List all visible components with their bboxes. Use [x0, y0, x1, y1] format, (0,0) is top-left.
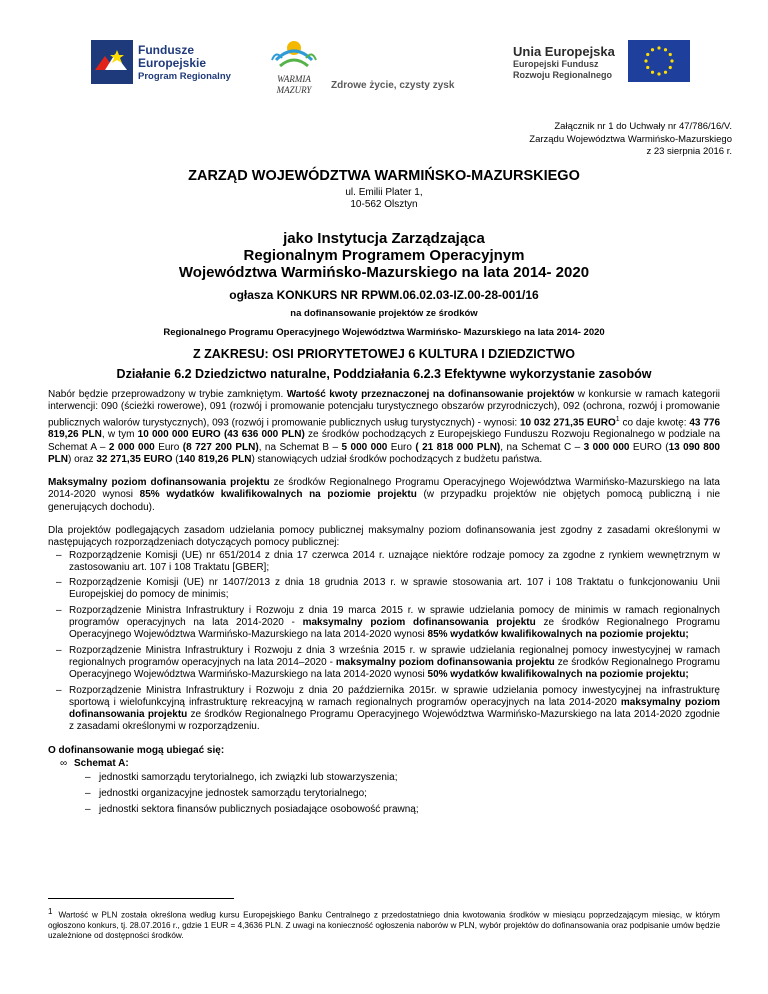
eligible-list [48, 772, 720, 816]
fe-line3: Program Regionalny [138, 71, 231, 82]
eu-flag-icon [628, 40, 690, 82]
paragraph-state-aid: Dla projektów podlegających zasadom udzielania pomocy publicznej maksymalny poziom dofinansowania jest zgodny z zasadami określonymi w następujących rozporządzeniach dotyczących pomocy publicznej: [48, 525, 720, 549]
annex-line2: Zarządu Województwa Warmińsko-Mazurskiego [529, 133, 732, 145]
document-body [48, 168, 720, 820]
eu-star-icon [651, 48, 654, 51]
wm-slogan: Zdrowe życie, czysty zysk [331, 80, 455, 91]
list-item: – jednostki organizacyjne jednostek samorządu terytorialnego; [48, 788, 720, 800]
wm-wordmark-bottom: MAZURY [276, 85, 312, 95]
ue-line1: Europejski Fundusz [513, 59, 599, 69]
fundusze-europejskie-text [138, 44, 231, 83]
eu-star-icon [651, 71, 654, 74]
role-line2: Regionalnym Programem Operacyjnym [243, 247, 525, 264]
eu-star-icon [646, 53, 649, 56]
eligible-heading: O dofinansowanie mogą ubiegać się: [48, 744, 225, 756]
contest-number: ogłasza KONKURS NR RPWM.06.02.03-IZ.00-28-001/16 [229, 288, 539, 302]
footnote-ref: 1 [615, 415, 620, 423]
annex-note [529, 121, 732, 159]
list-item: – jednostki sektora finansów publicznych posiadające osobowość prawną; [48, 804, 720, 816]
address-line2: 10-562 Olsztyn [350, 199, 418, 210]
list-item: – Rozporządzenie Ministra Infrastruktury i Rozwoju z dnia 3 września 2015 r. w sprawie udzielania regionalnej pomocy inwestycyjnej w ramach regionalnych programów operacyjnych na lata 2014–2020 - maksymalny poziom dofinansowania projektu ze środków Regionalnego Programu Operacyjnego Województwa Warmińsko-Mazurskiego na lata 2014-2020 wynosi 50% wydatków kwalifikowalnych na poziomie projektu; [48, 645, 720, 682]
eu-star-icon [664, 71, 667, 74]
eu-star-icon [664, 48, 667, 51]
schemat-a-label: ∞ Schemat A: [60, 757, 720, 770]
regulations-list [48, 550, 720, 734]
action-title: Działanie 6.2 Dziedzictwo naturalne, Poddziałania 6.2.3 Efektywne wykorzystanie zasobów [116, 367, 652, 381]
eu-star-icon [669, 66, 672, 69]
fe-line1: Fundusze [138, 43, 194, 57]
unia-europejska-text [513, 44, 615, 81]
priority-axis: Z ZAKRESU: OSI PRIORYTETOWEJ 6 KULTURA I DZIEDZICTWO [193, 347, 575, 361]
eu-star-icon [657, 46, 660, 49]
role-line1: jako Instytucja Zarządzająca [283, 230, 485, 247]
eu-star-icon [657, 72, 660, 75]
warmia-mazury-logo-icon [262, 30, 326, 96]
footnote-number: 1 [48, 907, 53, 916]
eu-star-icon [644, 59, 647, 62]
fe-line2: Europejskie [138, 56, 207, 70]
eu-star-icon [646, 66, 649, 69]
annex-line3: z 23 sierpnia 2016 r. [646, 146, 732, 157]
footnote-text: Wartość w PLN została określona według kursu Europejskiego Banku Centralnego z przedostatniego dnia kwotowania środków w miesiącu poprzedzającym miesiąc, w którym ogłoszono konkurs, tj. 28.07.2016 r., gdzie 1 EUR = 4,3636 PLN. Z uwagi na konieczność ogłoszenia naborów w PLN, wybór projektów do dofinansowania oraz podpisanie umów będzie uzależnione od dostępności środków. [48, 910, 720, 941]
eu-star-icon [670, 59, 673, 62]
wm-wordmark-top: WARMIA [277, 74, 311, 84]
footnote [48, 907, 720, 942]
eu-star-icon [669, 53, 672, 56]
list-item: – jednostki samorządu terytorialnego, ich związki lub stowarzyszenia; [48, 772, 720, 784]
list-item: – Rozporządzenie Komisji (UE) nr 1407/2013 z dnia 18 grudnia 2013 r. w sprawie stosowania art. 107 i 108 Traktatu o funkcjonowaniu Unii Europejskiej do pomocy de minimis; [48, 577, 720, 602]
paragraph-max-funding: Maksymalny poziom dofinansowania projektu ze środków Regionalnego Programu Operacyjnego Województwa Warmińsko-Mazurskiego na lata 2014-2020 wynosi 85% wydatków kwalifikowalnych na poziomie projektu (w przypadku projektów nie objętych pomocą publiczną i nie generujących dochodu). [48, 477, 721, 513]
logo-bar [0, 0, 768, 100]
subtitle-line2: Regionalnego Programu Operacyjnego Województwa Warmińsko- Mazurskiego na lata 2014- 2020 [163, 327, 605, 338]
list-item: – Rozporządzenie Ministra Infrastruktury i Rozwoju z dnia 19 marca 2015 r. w sprawie udzielania pomocy de minimis w ramach regionalnych programów operacyjnych na lata 2014-2020 - maksymalny poziom dofinansowania projektu ze środków Regionalnego Programu Operacyjnego Województwa Warmińsko-Mazurskiego na lata 2014-2020 wynosi 85% wydatków kwalifikowalnych na poziomie projektu; [48, 605, 720, 642]
paragraph-funding: Nabór będzie przeprowadzony w trybie zamkniętym. Wartość kwoty przeznaczonej na dofinansowanie projektów w konkursie w ramach kategorii interwencji: 090 (ścieżki rowerowe), 091 (rozwój i promowanie potencjału turystycznego obszarów przyrodniczych), 092 (ochrona, rozwój i promowanie publicznych walorów turystycznych), 093 (rozwój i promowanie publicznych usług turystycznych) - wynosi: 10 032 271,35 EURO$^1$ co daje kwotę: 43 776 819,26 PLN, w tym 10 000 000 EURO (43 636 000 PLN) ze środków pochodzących z Europejskiego Funduszu Rozwoju Regionalnego w podziale na Schemat A – 2 000 000 Euro (8 727 200 PLN), na Schemat B – 5 000 000 Euro ( 21 818 000 PLN), na Schemat C – 3 000 000 EURO (13 090 800 PLN) oraz 32 271,35 EURO (140 819,26 PLN) stanowiących udział środków pochodzących z budżetu państwa. [48, 389, 721, 465]
board-title: ZARZĄD WOJEWÓDZTWA WARMIŃSKO-MAZURSKIEGO [188, 168, 580, 184]
list-item: – Rozporządzenie Komisji (UE) nr 651/2014 z dnia 17 czerwca 2014 r. uznające niektóre rodzaje pomocy za zgodne z rynkiem wewnętrznym w zastosowaniu art. 107 i 108 Traktatu [GBER]; [48, 550, 720, 575]
address-line1: ul. Emilii Plater 1, [345, 187, 423, 198]
subtitle-line1: na dofinansowanie projektów ze środków [290, 308, 478, 319]
footnote-separator [48, 898, 234, 899]
annex-line1: Załącznik nr 1 do Uchwały nr 47/786/16/V. [554, 121, 732, 132]
list-item: – Rozporządzenie Ministra Infrastruktury i Rozwoju z dnia 20 października 2015r. w sprawie udzielania pomocy inwestycyjnej na infrastrukturę sportową i wielofunkcyjną infrastrukturę rekreacyjną w ramach regionalnych programów operacyjnych na lata 2014-2020 maksymalny poziom dofinansowania projektu ze środków Regionalnego Programu Operacyjnego Województwa Warmińsko-Mazurskiego na lata 2014-2020 zgodnie z zasadami określonymi w rozporządzeniu. [48, 685, 720, 734]
ue-title: Unia Europejska [513, 44, 615, 59]
fundusze-europejskie-logo-icon [91, 40, 133, 84]
role-line3: Województwa Warmińsko-Mazurskiego na lata 2014- 2020 [178, 264, 590, 281]
ue-line2: Rozwoju Regionalnego [513, 70, 612, 80]
